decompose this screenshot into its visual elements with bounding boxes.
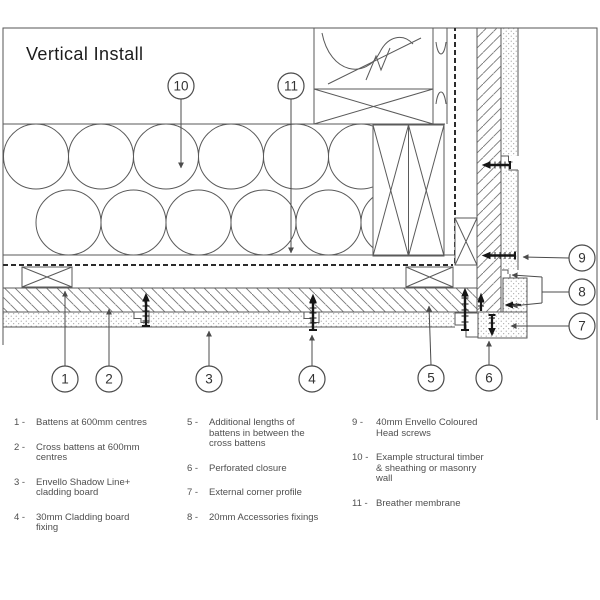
legend-item-3 [14,478,166,499]
svg-text:3: 3 [205,371,213,387]
legend-item-4 [14,513,166,534]
legend-number: 11 - [352,497,368,509]
callout-7 [569,313,595,339]
svg-text:10: 10 [173,78,189,94]
legend-text: 30mm Cladding board fixing [36,511,130,533]
legend-number: 1 - [14,417,26,428]
perforated-closure [455,313,478,337]
legend-item-6 [187,464,339,475]
structural-timber [314,28,447,256]
insulation-batt [3,124,455,255]
legend-number: 9 - [352,417,364,428]
svg-text:7: 7 [578,318,586,334]
legend-text: Breather membrane [376,497,461,509]
legend-text: Perforated closure [209,462,287,474]
callout-1 [52,366,78,392]
legend-number: 5 - [187,417,199,428]
legend-column-1 [14,418,166,548]
legend-item-1 [14,418,166,429]
svg-text:6: 6 [485,370,493,386]
svg-text:11: 11 [283,78,299,94]
page-title: Vertical Install [26,44,144,64]
svg-text:5: 5 [427,370,435,386]
legend-item-11 [352,499,524,510]
svg-text:1: 1 [61,371,69,387]
legend-text: Cross battens at 600mm centres [36,441,140,463]
callout-11 [278,73,304,99]
legend-number: 10 - [352,452,369,463]
legend-item-5 [187,418,339,450]
callout-2 [96,366,122,392]
legend-text: Battens at 600mm centres [36,417,147,428]
svg-text:8: 8 [578,284,586,300]
legend-item-2 [14,443,166,464]
callout-8 [569,279,595,305]
callout-5 [418,365,444,391]
legend-item-7 [187,488,339,499]
legend-column-2 [187,418,339,537]
legend-number: 4 - [14,511,26,523]
svg-text:9: 9 [578,250,586,266]
callout-6 [476,365,502,391]
callout-9 [569,245,595,271]
legend-text: 20mm Accessories fixings [209,511,319,523]
legend-number: 2 - [14,441,26,453]
legend-item-8 [187,513,339,524]
legend-item-10 [352,453,524,485]
legend-number: 6 - [187,462,199,474]
legend-text: Additional lengths of battens in between the cross battens [209,417,305,449]
svg-text:2: 2 [105,371,113,387]
legend-text: External corner profile [209,487,302,498]
legend-item-9 [352,418,524,439]
callout-4 [299,366,325,392]
legend-number: 3 - [14,476,26,488]
legend-text: Example structural timber & sheathing or masonry wall [376,452,484,484]
legend-number: 8 - [187,511,199,523]
legend-number: 7 - [187,487,199,498]
legend-text: 40mm Envello Coloured Head screws [376,417,478,439]
legend-text: Envello Shadow Line+ cladding board [36,476,131,498]
svg-text:4: 4 [308,371,316,387]
callout-3 [196,366,222,392]
legend-column-3 [352,418,524,523]
callout-10 [168,73,194,99]
